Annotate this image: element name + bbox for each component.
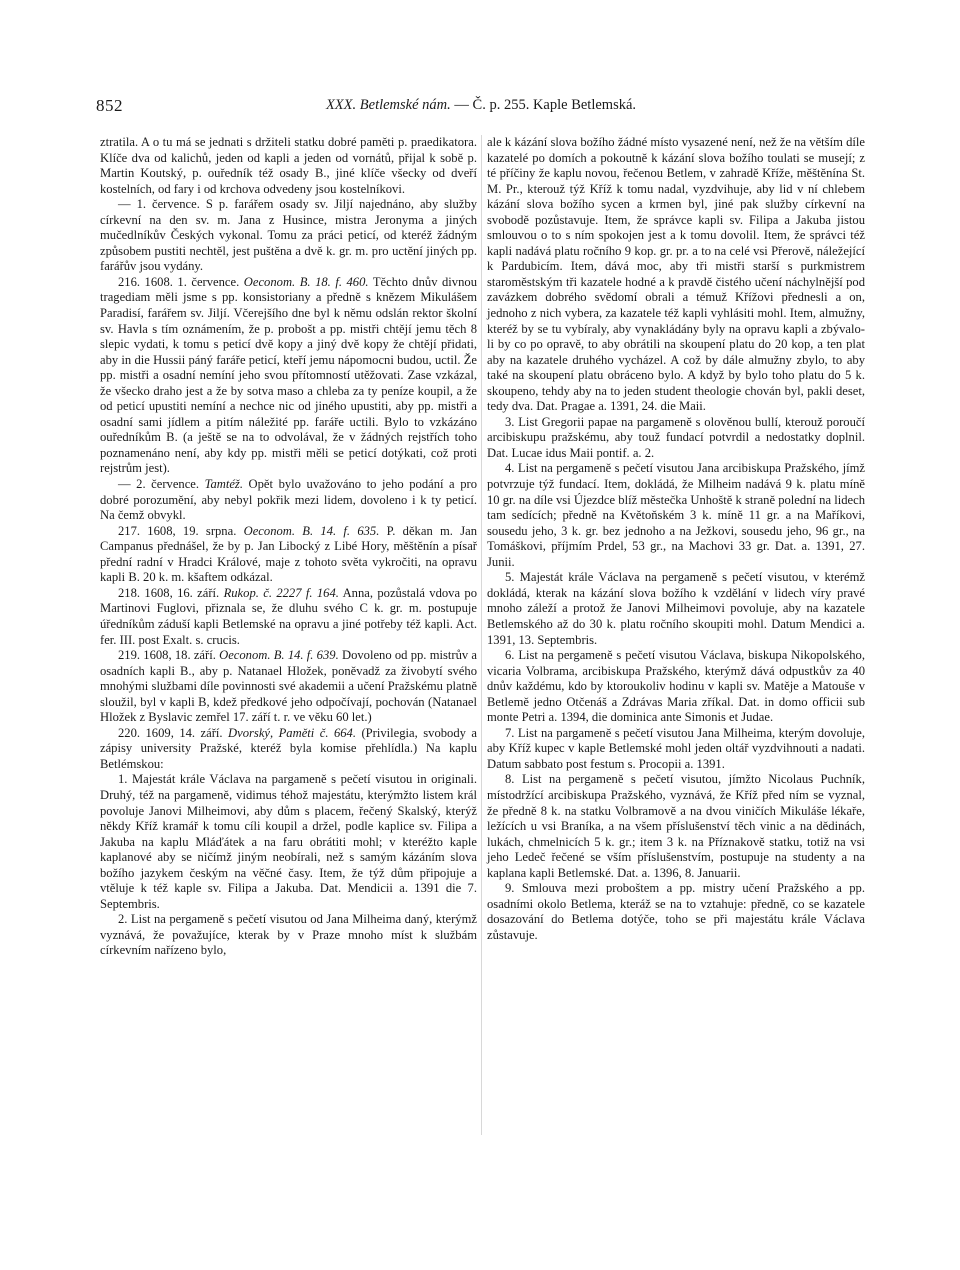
paragraph: 5. Majestát krále Václava na pergameně s pečetí visutou, v kterémž dokládá, kterak na kázání slova božího k vzdělání v lidech víry pravé mnoho záleží a protož že Janovi Milheimovi povoluje, aby na kazatele Betlemského až do 30 k. platu ročního skoupiti mohl. Datum Mendici a. 1391, 13. Septembris. [487, 570, 865, 647]
running-head [96, 97, 866, 114]
paragraph: 217. 1608, 19. srpna. Oeconom. B. 14. f. 635. P. děkan m. Jan Campanus přednášel, že by p. Jan Libocký z Libé Hory, měštěnín a písař přední radní v Hradci Králové, maje z tohoto světa vykročiti, na opravu kapli B. 20 k. m. kšaftem odkázal. [100, 523, 478, 585]
paragraph: 7. List na pargameně s pečetí visutou Jana Milheima, kterým dovoluje, aby Kříž kupec v kaple Betlemské mohl jeden oltář vyzdvihnouti a nadati. Datum sabbato post festum s. Procopii a. 1391. [487, 725, 865, 771]
paragraph: — 2. července. Tamtéž. Opět bylo uvažováno to jeho podání a pro dobré porozumění, aby nebyl pokřik mezi lidem, dovoleno i k ty peticí. Na čemž obvykl. [100, 477, 477, 523]
paragraph: 4. List na pergameně s pečetí visutou Jana arcibiskupa Pražského, jímž potvrzuje týž fundací. Item, dokládá, že Milheim nadává 9 k. platu míně 10 gr. na díle vsi Újezdce blíž městečka Unhoště k straně polední na lidech tam sedících; předně na Květoňském 3 k. míně 11 gr. a na Maříkovi, sousedu jeho, 3 k. gr. bez jednoho a na Ježkovi, sousedu jeho, 96 gr., na Tomáškovi, příjmím Prdel, 53 gr., na Machovi 33 gr. Dat. a. 1391, 27. Junii. [487, 461, 865, 569]
paragraph: 216. 1608. 1. července. Oeconom. B. 18. f. 460. Těchto dnův divnou tragediam měli jsme s pp. konsistoriany a předně s knězem Mikulášem Paradisí, farářem sv. Jiljí. Včerejšího dne byl k němu odslán rektor školní sv. Havla s tím oznámením, že p. probošt a pp. mistři chtějí jemu těch 8 slepic vydati, k tomu s peticí dvě kopy a jiný dvě kopy že chtějí přidati, aby in die Hussii páný faráře peticí, kteří jemu nápomocni budou, uctil. Že pp. mistři a osadní nemíní jeho svou přítomností utěžovati. Zase vzkázal, že všecko draho jest a že by sotva maso a chleba za ty peníze koupil, a že od peticí upustiti nemíní a nechce nic od jiného upustiti, aby pp. mistři a osadní sami jídlem a pitím náležité pp. faráře uctili. Bylo to vzkázáno ouředníkům B. (a ještě se na to odvolával, že v žádných rejstřích toho poznamenáno není, aby kdy pp. mistři měli se peticí dotýkati, což proti rejstrům jest). [100, 274, 477, 476]
paragraph: 6. List na pergameně s pečetí visutou Václava, biskupa Nikopolského, vicaria Volbrama, arcibiskupa Pražského, kterýmž dává odpustkův za 40 dnův každému, kdo by ktoroukoliv hodinu v kapli sv. Matěje a Matouše v Betlemě jedno Otčenáš a Zdrávas Maria zříkal. Dat. in domo officii sub monte Petri a. 1394, die dominica ante Simonis et Judae. [487, 648, 865, 725]
running-head-section: XXX. Betlemské nám. [325, 97, 451, 113]
page-header [96, 96, 866, 118]
paragraph: ztratila. A o tu má se jednati s držiteli statku dobré paměti p. praedikatora. Klíče dva od kalichů, jeden od kapli a jeden od vornátů, přijal k sobě p. Martin Koutský, p. ouředník též osady B., jiné klíče všecky od dveří kostelních, od fary i od krchova odvedeny jsou kostelníkovi. [100, 135, 477, 196]
right-column [487, 135, 865, 943]
left-column [100, 135, 477, 959]
running-head-title: — Č. p. 255. Kaple Betlemská. [450, 97, 637, 113]
paragraph: 219. 1608, 18. září. Oeconom. B. 14. f. 639. Dovoleno od pp. mistrův a osadních kapli B., aby p. Natanael Hložek, poněvadž za živobytí svého mnohými službami díle povinnosti své akademii a učení Pražskému platně sloužil, byl v kapli B, kdež předkové jeho odpočívají, pochován (Natanael Hložek z Byslavic zemřel 17. září t. r. ve věku 60 let.) [100, 648, 477, 725]
paragraph: 218. 1608, 16. září. Rukop. č. 2227 f. 164. Anna, pozůstalá vdova po Martinovi Fuglovi, přiznala se, že dluhu svého C k. gr. m. postupuje úředníkům záduší kapli Betlemské na opravu a jiné potřeby též kapli. Act. fer. III. post Exalt. s. crucis. [100, 585, 477, 647]
paragraph: — 1. července. S p. farářem osady sv. Jiljí najednáno, aby služby církevní na den sv. m. Jana z Husince, mistra Jeronyma a jiných mučedlníkův Českých vykonal. Tomu za práci peticí, od kteréž žádným způsobem pustiti nechtěl, jest puštěna a dvě k. gr. m. pro uctění jiných pp. farářův jsou vydány. [100, 197, 477, 274]
paragraph: 3. List Gregorii papae na pargameně s olověnou bullí, kterouž poroučí arcibiskupu pražskému, aby touž fundací potvrdil a nedostatky doplnil. Dat. Lucae idus Maii pontif. a. 2. [487, 414, 865, 460]
paragraph: 2. List na pergameně s pečetí visutou od Jana Milheima daný, kterýmž vyznává, že považujíce, kterak by v Praze mnoho míst k službám církevním nařízeno bylo, [100, 912, 477, 958]
paragraph: 8. List na pergameně s pečetí visutou, jímžto Nicolaus Puchník, místodržící arcibiskupa Pražského, vyznává, že Kříž před ním se vyznal, že předně 8 k. na statku Volbramově a na dvou viničích Mikuláše lékaře, ležících u vsi Braníka, a na všem příslušenství těch vinic a na dědinách, lukách, chmelnicích 5 k. gr.; item 3 k. na Příznakově statku, totiž na vsi jeho Ledeč řečené se vším příslušenstvím, postupuje na studenty a na kaplana kapli Betlemské. Dat. a. 1396, 8. Januarii. [487, 772, 865, 880]
paragraph: ale k kázání slova božího žádné místo vysazené není, než že na větším díle kazatelé po domích a pokoutně k kázání slova božího toulati se musejí; z té příčiny že kaplu novou, řečenou Betlem, v zahradě Kříže, měštěnína St. M. Pr., kterouž týž Kříž k tomu nadal, vyzdvihuje, aby lid v ní chlebem kázání slova božího sycen a krmen byl, jiné pak služby církevní na svobodě pozůstavuje. Item, že správce kapli sv. Filipa a Jakuba jistou smlouvou o to s ním spokojen jest a k tomu dovolil. Item, že správci též kapli nadává platu ročního 9 kop. gr. pr. a to na celé vsi Přerově, náležející k Pardubicím. Item, dává moc, aby tři mistři starší s purkmistrem staroměstským tři kazatele hodné a k pravdě čistého učení náchylnější pod zavázkem dobrého svědomí obrali a témuž Křížovi přednesli a on, jednoho z nich vybera, za kazatele též kapli vyhlásiti mohl. Item, almužny, kteréž by se tu vybíraly, aby vynakládány byly na opravu kapli a zbývalo-li by co po opravě, to aby obrátili na skoupení platu do 20 kop, a ten plat aby na kazatele druhého vycházel. A což by dále almužny zbylo, to aby také na skoupení platu obráceno bylo. A když by bylo toho platu do 5 k. skoupeno, tehdy aby na to jeden student theologie chován byl, pakli deset, tedy dva. Dat. Pragae a. 1391, 24. die Maii. [487, 135, 865, 414]
column-divider [481, 135, 482, 1135]
page-number: 852 [96, 96, 123, 115]
paragraph: 1. Majestát krále Václava na pargameně s pečetí visutou in originali. Druhý, též na pargameně, vidimus téhož majestátu, kterýmžto listem král povoluje Janovi Milheimovi, aby dům s placem, řečený Skalský, kterýž někdy Kříž kramář k tomu cíli koupil a držel, podle kaplice sv. Filipa a Jakuba na kaplu Mláďátek a na faru obrátiti mohl; v kteréžto kaple kaplanové aby se ničímž jiným neobírali, než s samým kázáním slova božího jazykem českým na věčné časy. Item, že týž dům připojuje a vtěluje k též kaple sv. Filipa a Jakuba. Dat. Mendicii a. 1391 die 7. Septembris. [100, 772, 477, 911]
paragraph: 9. Smlouva mezi proboštem a pp. mistry učení Pražského a pp. osadními okolo Betlema, kteráž se na to vztahuje: předně, co se kazatele dosazování do Betlema dotýče, toho se při majestátu krále Václava zůstavuje. [487, 881, 865, 942]
paragraph: 220. 1609, 14. září. Dvorský, Paměti č. 664. (Privilegia, svobody a zápisy university Pražské, kteréž byla komise přehlídla.) Na kaplu Betlémskou: [100, 725, 478, 771]
